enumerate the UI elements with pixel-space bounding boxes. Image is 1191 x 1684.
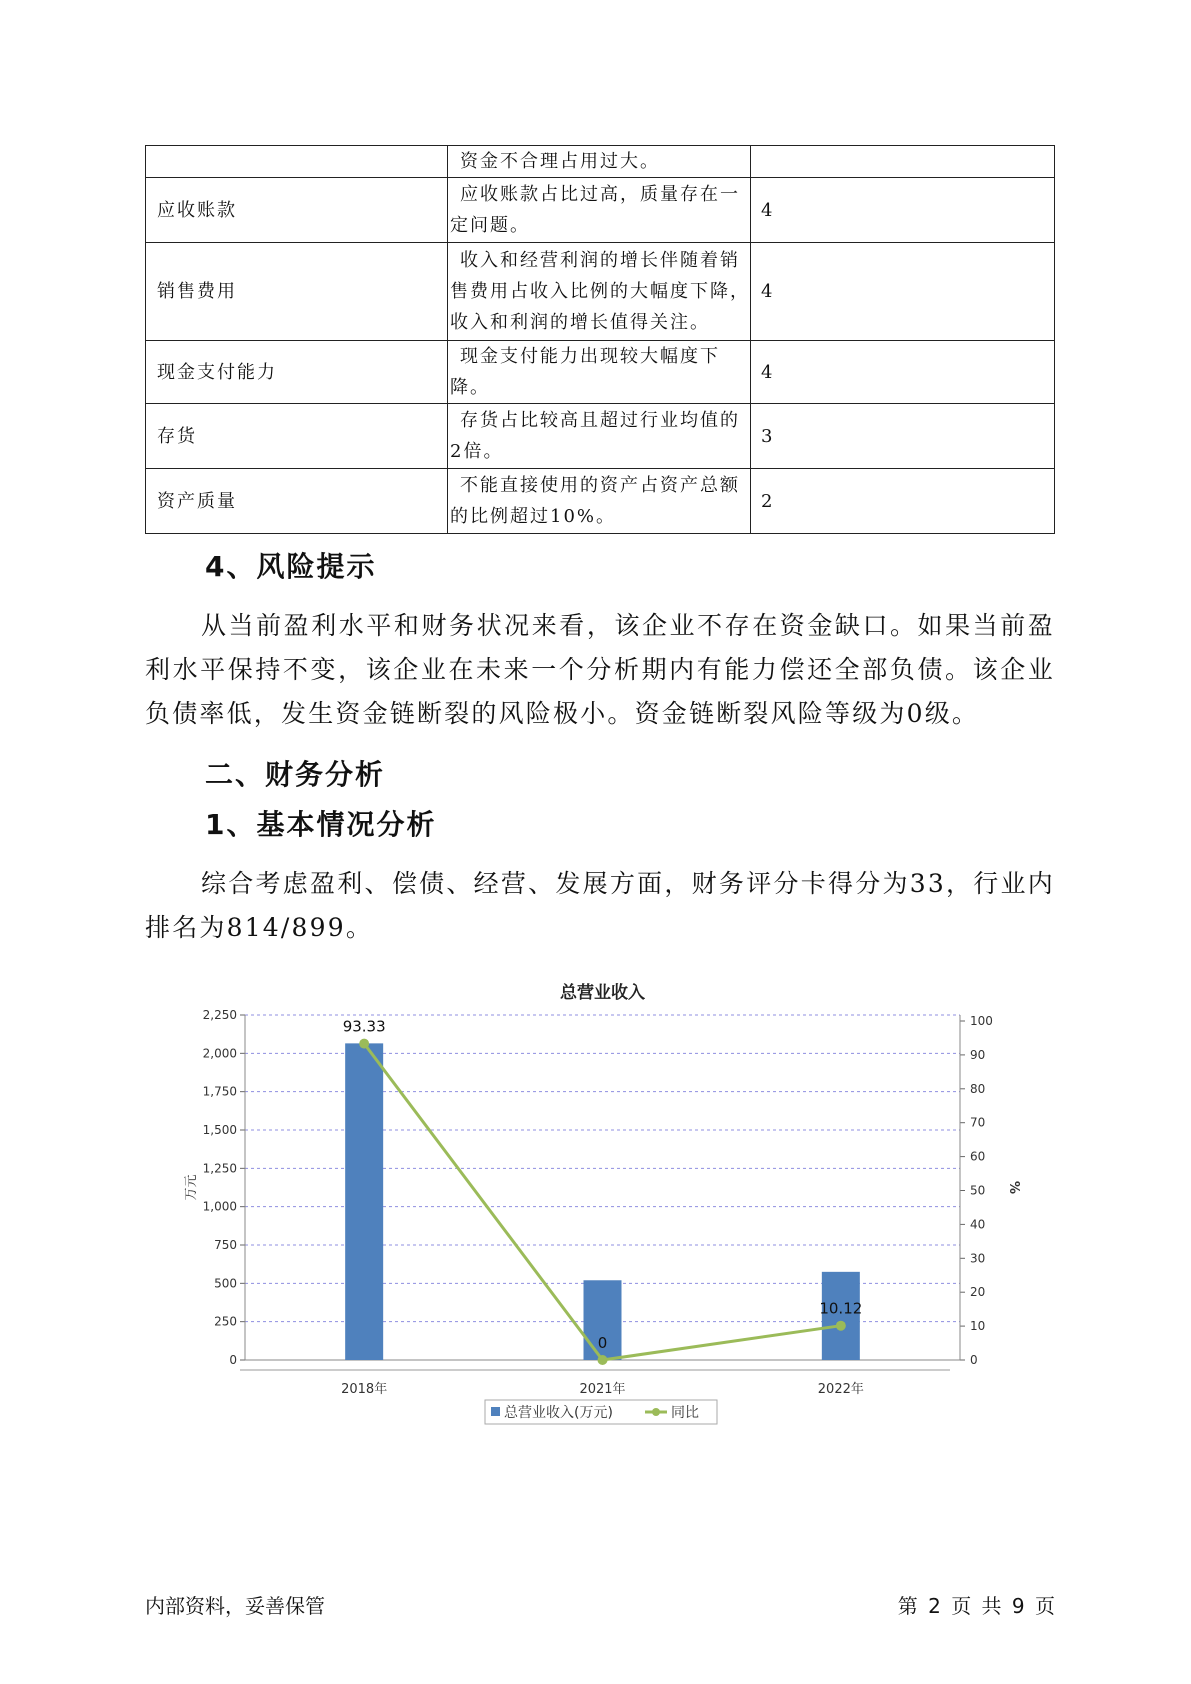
y2-tick-label: 90 bbox=[970, 1047, 986, 1062]
table-cell-score: 3 bbox=[751, 404, 1055, 469]
y-tick-label: 1,000 bbox=[202, 1199, 237, 1214]
bar bbox=[345, 1043, 383, 1360]
y-tick-label: 1,750 bbox=[202, 1084, 237, 1099]
y2-tick-label: 70 bbox=[970, 1115, 986, 1130]
y-tick-label: 2,250 bbox=[202, 1008, 237, 1022]
table-row bbox=[146, 469, 1055, 534]
y2-tick-label: 100 bbox=[970, 1014, 993, 1028]
data-label: 93.33 bbox=[342, 1017, 386, 1036]
data-label: 0 bbox=[597, 1334, 608, 1352]
basic-paragraph: 综合考虑盈利、偿债、经营、发展方面，财务评分卡得分为33，行业内排名为814/899。 bbox=[145, 869, 1055, 942]
chart-title: 总营业收入 bbox=[560, 983, 645, 1003]
revenue-chart bbox=[150, 975, 1050, 1450]
y2-axis-label: % bbox=[1006, 1180, 1021, 1195]
y2-tick-label: 30 bbox=[970, 1251, 986, 1266]
table-cell-score bbox=[751, 146, 1055, 178]
finance-heading: 二、财务分析 bbox=[205, 758, 386, 791]
y2-tick-label: 40 bbox=[970, 1217, 986, 1232]
y2-tick-label: 60 bbox=[970, 1149, 986, 1164]
table-row bbox=[146, 146, 1055, 178]
y-axis-label: 万元 bbox=[184, 1174, 199, 1201]
y-tick-label: 2,000 bbox=[202, 1046, 237, 1061]
table-row bbox=[146, 243, 1055, 341]
x-tick-label: 2021年 bbox=[579, 1382, 626, 1397]
line-point bbox=[359, 1039, 369, 1049]
risk-table bbox=[145, 145, 1055, 534]
basic-heading: 1、基本情况分析 bbox=[205, 808, 437, 841]
y2-tick-label: 0 bbox=[970, 1353, 978, 1367]
table-cell-desc: 不能直接使用的资产占资产总额的比例超过10%。 bbox=[448, 469, 751, 534]
risk-table-body bbox=[146, 146, 1055, 534]
table-cell-desc: 资金不合理占用过大。 bbox=[448, 146, 751, 178]
table-cell-score: 4 bbox=[751, 341, 1055, 404]
table-cell-item: 资产质量 bbox=[146, 469, 448, 534]
table-cell-desc: 存货占比较高且超过行业均值的2倍。 bbox=[448, 404, 751, 469]
table-cell-item: 应收账款 bbox=[146, 178, 448, 243]
legend-label-revenue: 总营业收入(万元) bbox=[504, 1405, 613, 1421]
footer-page-number: 第 2 页 共 9 页 bbox=[897, 1594, 1055, 1618]
y-tick-label: 250 bbox=[214, 1314, 237, 1329]
y2-tick-label: 10 bbox=[970, 1319, 986, 1334]
line-point bbox=[598, 1355, 608, 1365]
y-tick-label: 1,500 bbox=[202, 1123, 237, 1137]
risk-heading: 4、风险提示 bbox=[205, 550, 377, 583]
table-cell-item: 存货 bbox=[146, 404, 448, 469]
legend-label-yoy: 同比 bbox=[671, 1405, 699, 1421]
table-cell-score: 4 bbox=[751, 243, 1055, 341]
x-tick-label: 2018年 bbox=[341, 1382, 388, 1397]
y-tick-label: 0 bbox=[229, 1353, 237, 1367]
y-tick-label: 750 bbox=[214, 1238, 237, 1252]
line-point bbox=[836, 1321, 846, 1331]
table-cell-desc: 收入和经营利润的增长伴随着销售费用占收入比例的大幅度下降，收入和利润的增长值得关注。 bbox=[448, 243, 751, 341]
legend-swatch-point bbox=[652, 1408, 660, 1416]
y-tick-label: 1,250 bbox=[202, 1161, 237, 1176]
y-tick-label: 500 bbox=[214, 1276, 237, 1291]
y2-tick-label: 80 bbox=[970, 1081, 986, 1096]
table-cell-item bbox=[146, 146, 448, 178]
table-row bbox=[146, 178, 1055, 243]
table-row bbox=[146, 341, 1055, 404]
y2-tick-label: 20 bbox=[970, 1285, 986, 1300]
table-cell-item: 现金支付能力 bbox=[146, 341, 448, 404]
table-cell-desc: 现金支付能力出现较大幅度下降。 bbox=[448, 341, 751, 404]
table-row bbox=[146, 404, 1055, 469]
table-cell-score: 2 bbox=[751, 469, 1055, 534]
y2-tick-label: 50 bbox=[970, 1183, 986, 1198]
x-tick-label: 2022年 bbox=[817, 1382, 864, 1397]
table-cell-desc: 应收账款占比过高，质量存在一定问题。 bbox=[448, 178, 751, 243]
footer-confidential: 内部资料，妥善保管 bbox=[145, 1594, 325, 1618]
table-cell-item: 销售费用 bbox=[146, 243, 448, 341]
risk-paragraph: 从当前盈利水平和财务状况来看，该企业不存在资金缺口。如果当前盈利水平保持不变，该企业在未来一个分析期内有能力偿还全部负债。该企业负债率低，发生资金链断裂的风险极小。资金链断裂风险等级为0级。 bbox=[145, 611, 1055, 728]
data-label: 10.12 bbox=[819, 1299, 863, 1318]
table-cell-score: 4 bbox=[751, 178, 1055, 243]
legend-swatch-bar bbox=[491, 1407, 500, 1416]
